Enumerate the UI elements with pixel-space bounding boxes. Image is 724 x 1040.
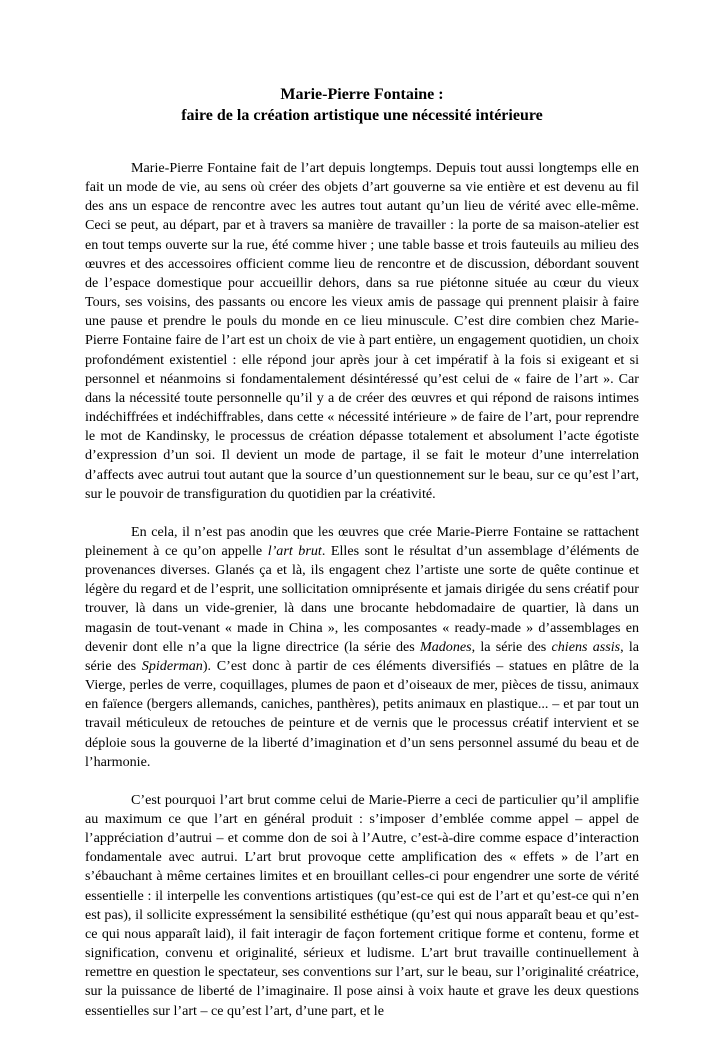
paragraph-2-italic-madones: Madones: [419, 638, 472, 655]
paragraph-2-italic-art-brut: l’art brut: [267, 542, 322, 559]
paragraph-2: [85, 523, 639, 772]
paragraph-2-italic-chiens-assis: chiens assis: [551, 638, 621, 655]
title-line-1: Marie-Pierre Fontaine :: [280, 86, 444, 103]
paragraph-3: C’est pourquoi l’art brut comme celui de Marie-Pierre a ceci de particulier qu’il amplifie au maximum ce que l’art en général produit : s’imposer d’emblée comme appel – appel de l’appréciation d’autrui – et comme don de soi à l’Autre, c’est-à-dire comme espace d’interaction fondamentale avec autrui. L’art brut provoque cette amplification des « effets » de l’art en s’ébauchant à même certaines limites et en brouillant celles-ci pour engendrer une sorte de vérité essentielle : il interpelle les conventions artistiques (qu’est-ce qui est de l’art et qu’est-ce qui n’en est pas), il sollicite expressément la sensibilité esthétique (qu’est qui nous apparaît beau et qu’est-ce qui nous apparaît laid), il fait interagir de façon fortement critique forme et contenu, forme et signification, convenu et originalité, sérieux et ludisme. L’art brut travaille continuellement à remettre en question le spectateur, ses conventions sur l’art, sur le beau, sur l’originalité créatrice, sur la puissance de liberté de l’imaginaire. Il pose ainsi à voix haute et grave les deux questions essentielles sur l’art – ce qu’est l’art, d’une part, et le: [85, 791, 639, 1019]
paragraph-2-italic-spiderman: Spiderman: [141, 657, 203, 674]
paragraph-2-text-c: . Elles sont le résultat d’un assemblage d’éléments de provenances diverses. Glanés ça et là, ils engagent chez l’artiste une sorte de quête continue et légère du regard et de l’esprit, une sollicitation omniprésente et jamais dirigée du sens créatif pour trouver, là dans un vide-grenier, là dans une brocante hebdomadaire de quartier, là dans un magasin de tout-venant « made in China », les composantes « ready-made » d’assemblages en devenir dont elle n’a que la ligne directrice (la série des: [85, 542, 639, 655]
paragraph-2-text-g: , la série des: [85, 638, 640, 674]
paragraph-2-text-i: ). C’est donc à partir de ces éléments diversifiés – statues en plâtre de la Vierge, perles de verre, coquillages, plumes de paon et d’oiseaux de mer, pièces de tissu, animaux en faïence (bergers allemands, caniches, panthères), petits animaux en plastique... – et par tout un travail méticuleux de retouches de peinture et de vernis que le processus créatif intervient et se déploie sous la gouverne de la liberté d’imagination et d’un sens personnel assumé du beau et de l’harmonie.: [85, 657, 639, 770]
paragraph-2-text-a: En cela, il n’est pas anodin que les œuvres que crée Marie-Pierre Fontaine se rattachent pleinement à ce qu’on appelle: [85, 523, 639, 559]
document-title: [85, 84, 639, 126]
paragraph-1: Marie-Pierre Fontaine fait de l’art depuis longtemps. Depuis tout aussi longtemps elle en fait un mode de vie, au sens où créer des objets d’art gouverne sa vie entière et est devenu au fil des ans un espace de rencontre avec les autres tout autant qu’un lieu de vérité avec elle-même. Ceci se peut, au départ, par et à travers sa manière de travailler : la porte de sa maison-atelier est en tout temps ouverte sur la rue, été comme hiver ; une table basse et trois fauteuils au milieu des œuvres et des accessoires officient comme lieu de rencontre et de discussion, débordant souvent de l’espace domestique pour accueillir dehors, dans sa rue piétonne située au cœur du vieux Tours, ses voisins, des passants ou encore les vieux amis de passage qui prennent plaisir à faire une pause et prendre le pouls du monde en ce lieu minuscule. C’est dire combien chez Marie-Pierre Fontaine faire de l’art est un choix de vie à part entière, un engagement quotidien, un choix profondément existentiel : elle répond jour après jour à cet impératif à la fois si exigeant et si personnel et néanmoins si fondamentalement désintéressé qu’est celui de « faire de l’art ». Car dans la nécessité toute personnelle qu’il y a de créer des œuvres et qui répond de raisons intimes indéchiffrées et indéchiffrables, dans cette « nécessité intérieure » de faire de l’art, pour reprendre le mot de Kandinsky, le processus de création dépasse totalement et absolument l’acte égotiste d’expression d’un soi. Il devient un mode de partage, il se fait le moteur d’une interrelation d’affects avec autrui tout autant que la source d’un questionnement sur le beau, sur ce qu’est l’art, sur le pouvoir de transfiguration du quotidien par la créativité.: [85, 160, 639, 502]
paragraph-2-text-e: , la série des: [471, 638, 552, 655]
document-page: [85, 84, 639, 1040]
title-line-2: faire de la création artistique une nécessité intérieure: [181, 107, 543, 124]
